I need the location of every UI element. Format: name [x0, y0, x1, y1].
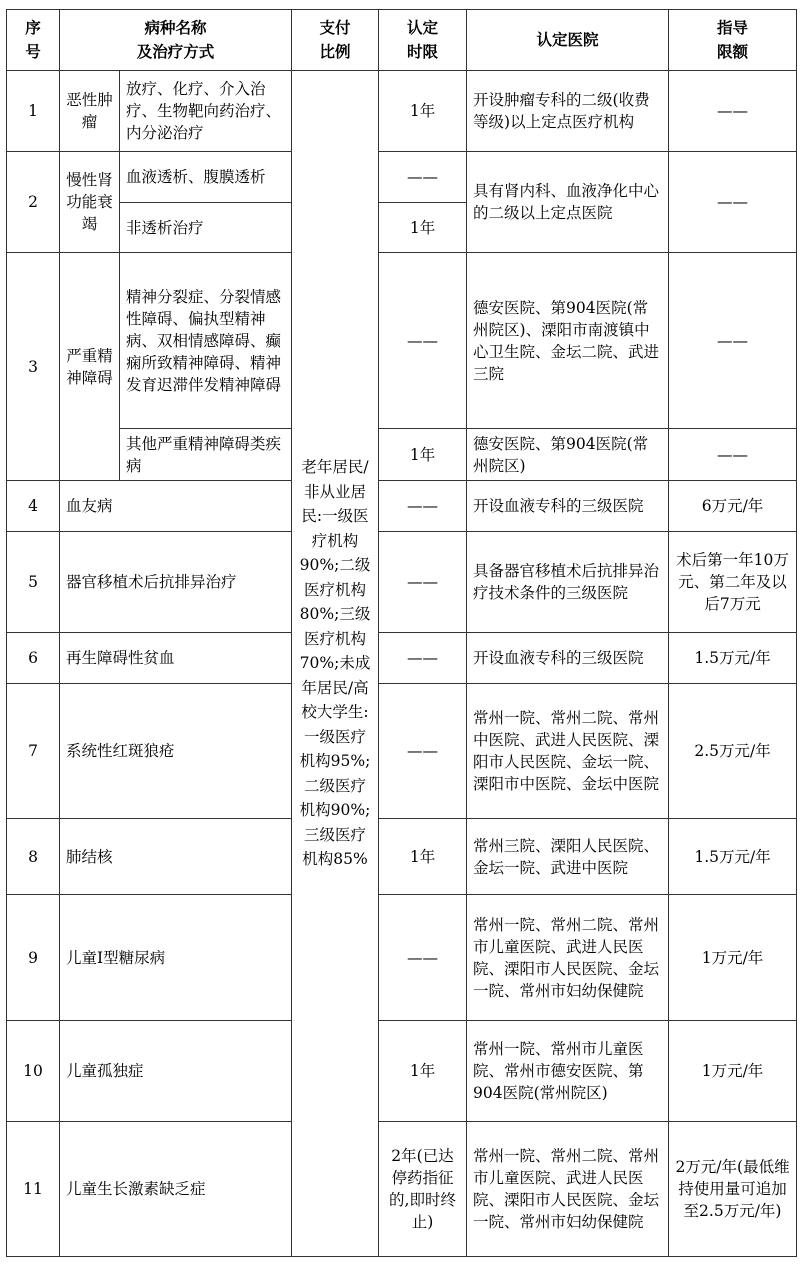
limit: —— [669, 253, 797, 429]
table-row [7, 481, 797, 532]
row-no: 5 [7, 532, 60, 633]
table-row [7, 71, 797, 152]
limit: 6万元/年 [669, 481, 797, 532]
table-row [7, 895, 797, 1021]
row-no: 8 [7, 819, 60, 895]
limit: —— [669, 152, 797, 253]
row-no: 10 [7, 1021, 60, 1122]
period: —— [379, 481, 467, 532]
payment-ratio: 老年居民/非从业居民:一级医疗机构90%;二级医疗机构80%;三级医疗机构70%;未成年居民/高校大学生:一级医疗机构95%;二级医疗机构90%;三级医疗机构85% [292, 71, 379, 1257]
header-limit: 指导 限额 [669, 10, 797, 71]
row-no: 6 [7, 633, 60, 684]
table-row [7, 429, 797, 481]
treatment: 其他严重精神障碍类疾病 [120, 429, 292, 481]
treatment: 非透析治疗 [120, 203, 292, 253]
hospital: 常州一院、常州二院、常州市儿童医院、武进人民医院、溧阳市人民医院、金坛一院、常州市妇幼保健院 [467, 895, 669, 1021]
table-row [7, 152, 797, 203]
hospital: 德安医院、第904医院(常州院区) [467, 429, 669, 481]
row-no: 2 [7, 152, 60, 253]
limit: 1万元/年 [669, 1021, 797, 1122]
treatment: 精神分裂症、分裂情感性障碍、偏执型精神病、双相情感障碍、癫痫所致精神障碍、精神发育迟滞伴发精神障碍 [120, 253, 292, 429]
limit: —— [669, 71, 797, 152]
disease-table [6, 9, 797, 1257]
disease-name: 器官移植术后抗排异治疗 [60, 532, 292, 633]
treatment: 放疗、化疗、介入治疗、生物靶向药治疗、内分泌治疗 [120, 71, 292, 152]
header-hospital: 认定医院 [467, 10, 669, 71]
table-row [7, 633, 797, 684]
row-no: 4 [7, 481, 60, 532]
hospital: 常州一院、常州二院、常州中医院、武进人民医院、溧阳市人民医院、金坛一院、溧阳市中医院、金坛中医院 [467, 684, 669, 819]
disease-name: 恶性肿瘤 [60, 71, 120, 152]
disease-name: 系统性红斑狼疮 [60, 684, 292, 819]
period: —— [379, 684, 467, 819]
period: 1年 [379, 1021, 467, 1122]
limit: —— [669, 429, 797, 481]
period: 1年 [379, 203, 467, 253]
header-disease: 病种名称 及治疗方式 [60, 10, 292, 71]
hospital: 具有肾内科、血液净化中心的二级以上定点医院 [467, 152, 669, 253]
hospital: 常州一院、常州二院、常州市儿童医院、武进人民医院、溧阳市人民医院、金坛一院、常州市妇幼保健院 [467, 1122, 669, 1257]
disease-name: 血友病 [60, 481, 292, 532]
table-row [7, 684, 797, 819]
disease-name: 慢性肾功能衰竭 [60, 152, 120, 253]
disease-name: 儿童孤独症 [60, 1021, 292, 1122]
limit: 1.5万元/年 [669, 819, 797, 895]
disease-name: 严重精神障碍 [60, 253, 120, 481]
treatment: 血液透析、腹膜透析 [120, 152, 292, 203]
table-row [7, 1122, 797, 1257]
limit: 2万元/年(最低维持使用量可追加至2.5万元/年) [669, 1122, 797, 1257]
row-no: 1 [7, 71, 60, 152]
period: 1年 [379, 429, 467, 481]
table-row [7, 253, 797, 429]
period: 1年 [379, 819, 467, 895]
hospital: 常州一院、常州市儿童医院、常州市德安医院、第904医院(常州院区) [467, 1021, 669, 1122]
header-no: 序 号 [7, 10, 60, 71]
limit: 术后第一年10万元、第二年及以后7万元 [669, 532, 797, 633]
period: —— [379, 532, 467, 633]
table-row [7, 532, 797, 633]
row-no: 9 [7, 895, 60, 1021]
header-period: 认定 时限 [379, 10, 467, 71]
disease-name: 儿童Ⅰ型糖尿病 [60, 895, 292, 1021]
hospital: 常州三院、溧阳人民医院、金坛一院、武进中医院 [467, 819, 669, 895]
disease-name: 再生障碍性贫血 [60, 633, 292, 684]
table-row [7, 819, 797, 895]
disease-name: 肺结核 [60, 819, 292, 895]
row-no: 3 [7, 253, 60, 481]
period: —— [379, 633, 467, 684]
period: —— [379, 152, 467, 203]
disease-name: 儿童生长激素缺乏症 [60, 1122, 292, 1257]
limit: 1万元/年 [669, 895, 797, 1021]
period: 1年 [379, 71, 467, 152]
header-payment: 支付 比例 [292, 10, 379, 71]
hospital: 具备器官移植术后抗排异治疗技术条件的三级医院 [467, 532, 669, 633]
period: 2年(已达停药指征的,即时终止) [379, 1122, 467, 1257]
row-no: 7 [7, 684, 60, 819]
period: —— [379, 253, 467, 429]
table-row [7, 1021, 797, 1122]
limit: 2.5万元/年 [669, 684, 797, 819]
hospital: 德安医院、第904医院(常州院区)、溧阳市南渡镇中心卫生院、金坛二院、武进三院 [467, 253, 669, 429]
period: —— [379, 895, 467, 1021]
hospital: 开设血液专科的三级医院 [467, 481, 669, 532]
row-no: 11 [7, 1122, 60, 1257]
hospital: 开设肿瘤专科的二级(收费等级)以上定点医疗机构 [467, 71, 669, 152]
limit: 1.5万元/年 [669, 633, 797, 684]
hospital: 开设血液专科的三级医院 [467, 633, 669, 684]
